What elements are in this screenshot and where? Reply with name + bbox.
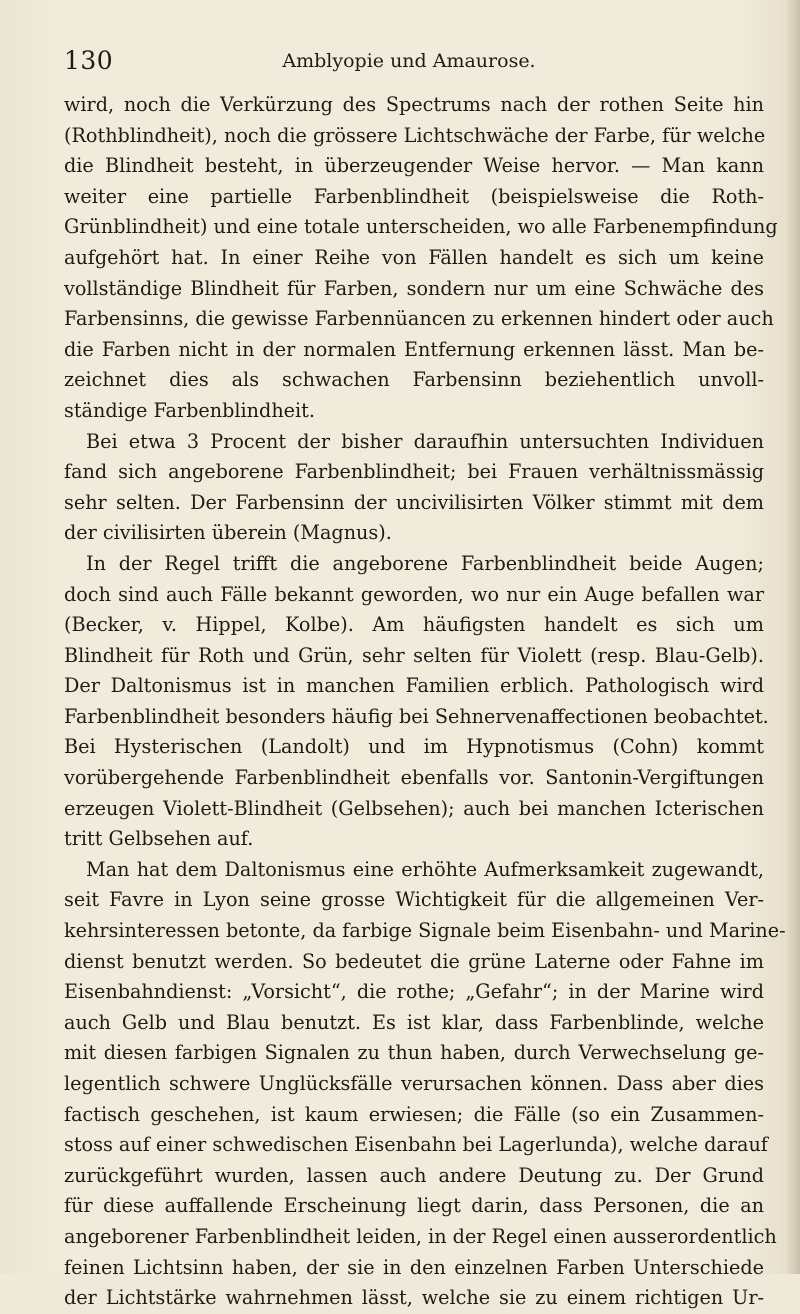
- running-head: Amblyopie und Amaurose.: [282, 50, 536, 72]
- text-line: zurückgeführt wurden, lassen auch andere Deutung zu. Der Grund: [64, 1163, 764, 1187]
- text-line: die Farben nicht in der normalen Entfernung erkennen lässt. Man be-: [64, 337, 764, 361]
- text-line: aufgehört hat. In einer Reihe von Fällen handelt es sich um keine: [64, 245, 764, 269]
- text-line: der civilisirten überein (Magnus).: [64, 521, 392, 545]
- text-line: (Becker, v. Hippel, Kolbe). Am häufigsten handelt es sich um: [64, 613, 764, 637]
- text-line: die Blindheit besteht, in überzeugender Weise hervor. — Man kann: [64, 154, 764, 178]
- text-line: dienst benutzt werden. So bedeutet die grüne Laterne oder Fahne im: [64, 949, 764, 973]
- text-line: stoss auf einer schwedischen Eisenbahn bei Lagerlunda), welche darauf: [64, 1133, 768, 1157]
- text-line: legentlich schwere Unglücksfälle verursachen können. Dass aber dies: [64, 1072, 764, 1095]
- page-header: [64, 46, 754, 82]
- text-line: Farbenblindheit besonders häufig bei Sehnervenaffectionen beobachtet.: [64, 704, 769, 728]
- text-line: vorübergehende Farbenblindheit ebenfalls vor. Santonin-Vergiftungen: [64, 766, 764, 790]
- text-line: seit Favre in Lyon seine grosse Wichtigkeit für die allgemeinen Ver-: [64, 888, 764, 912]
- text-line: feinen Lichtsinn haben, der sie in den einzelnen Farben Unterschiede: [64, 1255, 764, 1279]
- text-line: angeborener Farbenblindheit leiden, in der Regel einen ausserordentlich: [64, 1224, 777, 1248]
- text-line: doch sind auch Fälle bekannt geworden, wo nur ein Auge befallen war: [64, 582, 764, 606]
- text-line: zeichnet dies als schwachen Farbensinn beziehentlich unvoll-: [64, 368, 764, 392]
- text-line: Man hat dem Daltonismus eine erhöhte Aufmerksamkeit zugewandt,: [86, 857, 764, 881]
- text-line: Grünblindheit) und eine totale unterscheiden, wo alle Farbenempfindung: [64, 215, 778, 239]
- text-line: Eisenbahndienst: „Vorsicht“, die rothe; „Gefahr“; in der Marine wird: [64, 980, 764, 1004]
- page-edge-shadow: [786, 0, 800, 1274]
- text-line: factisch geschehen, ist kaum erwiesen; die Fälle (so ein Zusammen-: [64, 1102, 764, 1126]
- text-line: der Lichtstärke wahrnehmen lässt, welche sie zu einem richtigen Ur-: [64, 1286, 764, 1310]
- text-line: Bei Hysterischen (Landolt) und im Hypnotismus (Cohn) kommt: [64, 735, 764, 759]
- text-line: tritt Gelbsehen auf.: [64, 827, 254, 851]
- text-line: Bei etwa 3 Procent der bisher daraufhin untersuchten Individuen: [86, 429, 764, 453]
- text-line: sehr selten. Der Farbensinn der uncivilisirten Völker stimmt mit dem: [64, 490, 764, 514]
- text-line: wird, noch die Verkürzung des Spectrums nach der rothen Seite hin: [64, 93, 764, 116]
- text-line: erzeugen Violett-Blindheit (Gelbsehen); auch bei manchen Icterischen: [64, 796, 764, 820]
- text-line: vollständige Blindheit für Farben, sondern nur um eine Schwäche des: [64, 276, 764, 300]
- text-line: fand sich angeborene Farbenblindheit; bei Frauen verhältnissmässig: [64, 460, 764, 484]
- page-number: 130: [64, 46, 114, 75]
- text-line: mit diesen farbigen Signalen zu thun haben, durch Verwechselung ge-: [64, 1041, 764, 1065]
- body-text: [64, 90, 786, 1314]
- text-line: Blindheit für Roth und Grün, sehr selten für Violett (resp. Blau-Gelb).: [64, 643, 764, 667]
- text-line: weiter eine partielle Farbenblindheit (beispielsweise die Roth-: [64, 184, 764, 208]
- text-line: ständige Farbenblindheit.: [64, 398, 315, 422]
- text-line: In der Regel trifft die angeborene Farbenblindheit beide Augen;: [86, 551, 764, 575]
- text-line: auch Gelb und Blau benutzt. Es ist klar, dass Farbenblinde, welche: [64, 1010, 764, 1034]
- text-line: für diese auffallende Erscheinung liegt darin, dass Personen, die an: [64, 1194, 764, 1218]
- text-line: Farbensinns, die gewisse Farbennüancen zu erkennen hindert oder auch: [64, 307, 774, 331]
- text-line: kehrsinteressen betonte, da farbige Signale beim Eisenbahn- und Marine-: [64, 919, 786, 943]
- text-line: Der Daltonismus ist in manchen Familien erblich. Pathologisch wird: [64, 674, 764, 698]
- text-line: (Rothblindheit), noch die grössere Lichtschwäche der Farbe, für welche: [64, 123, 766, 147]
